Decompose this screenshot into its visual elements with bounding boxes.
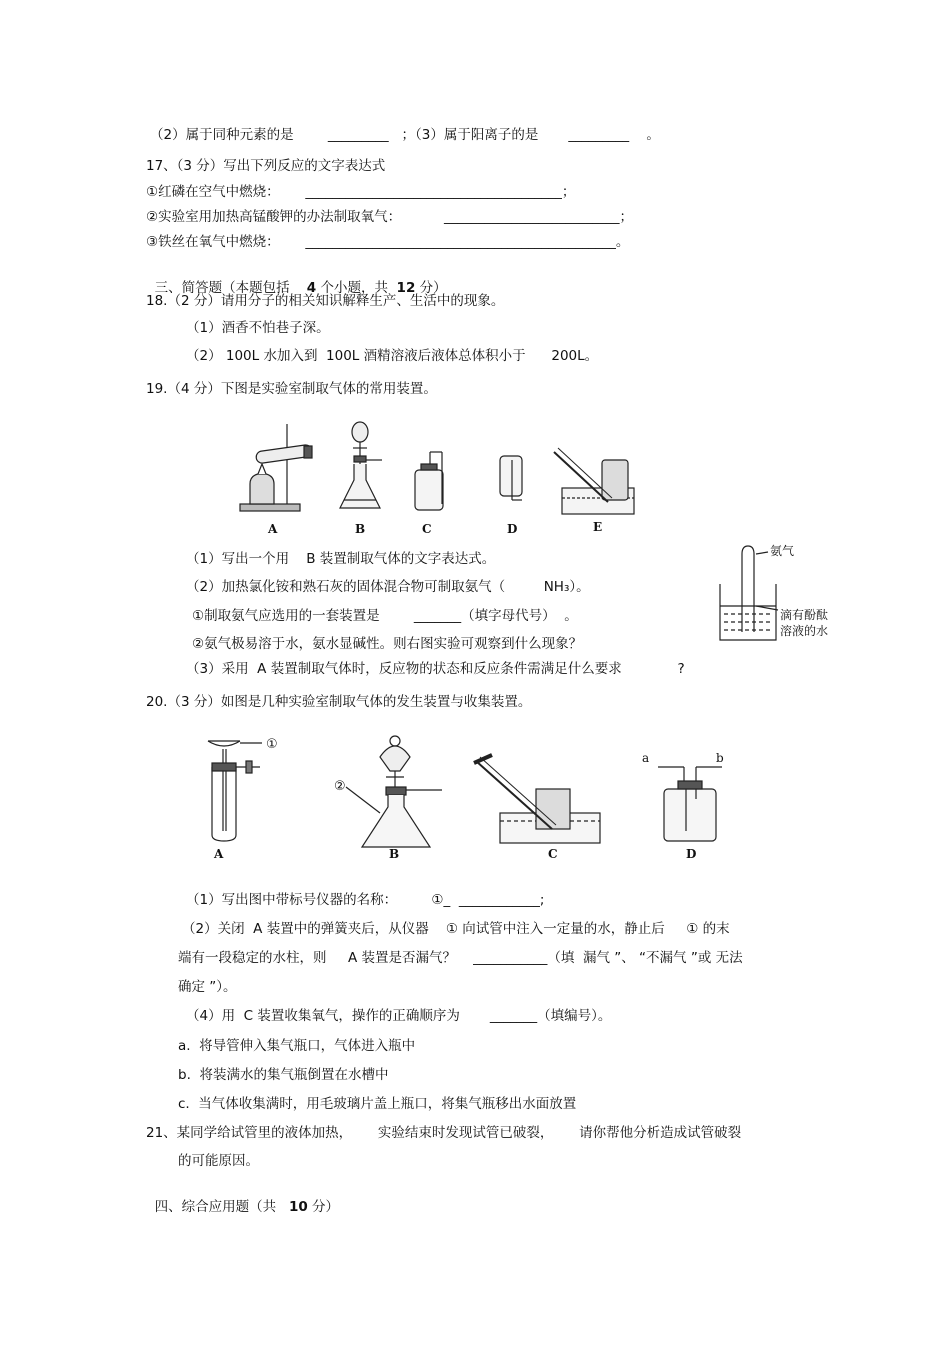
mark-2: ② (334, 779, 346, 794)
line-q16-sub: （2）属于同种元素的是 _________ ；（3）属于阳离子的是 _________ 。 (150, 127, 660, 143)
line-q20-2-cont: 端有一段稳定的水柱，则 A 装置是否漏气？ ___________（填 漏气 ”、 “不漏气 ”或 无法 (178, 950, 743, 966)
apparatus-c (415, 452, 443, 510)
apparatus-e (554, 448, 634, 514)
apparatus-20-d (658, 767, 722, 841)
line-q19-1: （1）写出一个用 B 装置制取气体的文字表达式。 (186, 551, 496, 567)
figure-label-b: B (355, 522, 366, 536)
figure-label-e: E (593, 520, 603, 534)
figure-label-d: D (507, 522, 518, 536)
line-q17-1: ①红磷在空气中燃烧： ______________________________________； (146, 184, 576, 200)
line-q20-2: （2）关闭 A 装置中的弹簧夹后，从仪器 ① 向试管中注入一定量的水，静止后 ① 的末 (182, 921, 730, 937)
apparatus-b (340, 422, 382, 508)
port-b-label: b (716, 751, 724, 765)
apparatus-d (500, 456, 522, 500)
line-q21-cont: 的可能原因。 (178, 1153, 259, 1169)
figure20-label-d: D (686, 847, 697, 861)
option-c: c. 当气体收集满时，用毛玻璃片盖上瓶口，将集气瓶移出水面放置 (178, 1096, 577, 1112)
line-q21: 21、某同学给试管里的液体加热， 实验结束时发现试管已破裂， 请你帮他分析造成试管破裂 (146, 1125, 742, 1141)
line-q20-title: 20.（3 分）如图是几种实验室制取气体的发生装置与收集装置。 (146, 694, 532, 710)
figure20-label-a: A (214, 847, 224, 861)
line-q20-4: （4）用 C 装置收集氧气，操作的正确顺序为 _______（填编号）。 (186, 1008, 612, 1024)
figure-label-a: A (268, 522, 278, 536)
ammonia-gas-label: 氨气 (770, 544, 795, 558)
line-q19-2a: ①制取氨气应选用的一套装置是 _______（填字母代号） 。 (192, 608, 578, 624)
line-q20-2-end: 确定 ”）。 (178, 979, 237, 995)
line-q17-title: 17、（3 分）写出下列反应的文字表达式 (146, 158, 386, 174)
ammonia-water-label-2: 溶液的水 (780, 624, 829, 638)
apparatus-20-b (346, 736, 442, 847)
line-q20-1: （1）写出图中带标号仪器的名称： ①_ ____________; (186, 892, 545, 908)
apparatus-a (240, 424, 313, 511)
line-q19-title: 19.（4 分）下图是实验室制取气体的常用装置。 (146, 381, 437, 397)
figure-q20-apparatus (196, 727, 746, 867)
port-a-label: a (642, 751, 650, 765)
line-q18-1: （1）酒香不怕巷子深。 (186, 320, 330, 336)
figure-label-c: C (422, 522, 432, 536)
line-q19-3: （3）采用 A 装置制取气体时，反应物的状态和反应条件需满足什么要求 ? (186, 661, 685, 677)
option-a: a. 将导管伸入集气瓶口，气体进入瓶中 (178, 1038, 416, 1054)
line-q18-2: （2） 100L 水加入到 100L 酒精溶液后液体总体积小于 200L。 (186, 348, 599, 364)
figure20-label-c: C (548, 847, 558, 861)
apparatus-20-a (208, 741, 262, 841)
figure-ammonia-beaker (712, 540, 837, 645)
line-q18-title: 18.（2 分）请用分子的相关知识解释生产、生活中的现象。 (146, 293, 505, 309)
line-q19-2: （2）加热氯化铵和熟石灰的固体混合物可制取氨气（ NH₃）。 (186, 579, 590, 595)
figure-q19-apparatus (232, 418, 642, 538)
ammonia-water-label-1: 滴有酚酞 (780, 608, 829, 622)
mark-1: ① (266, 737, 278, 752)
line-q17-2: ②实验室用加热高锰酸钾的办法制取氧气： __________________________； (146, 209, 634, 225)
section-four-heading: 四、综合应用题（共 10 分） (154, 1199, 340, 1215)
figure20-label-b: B (389, 847, 400, 861)
apparatus-20-c (474, 755, 600, 843)
section-three-heading: 三、简答题（本题包括 4 个小题，共 12 分） (154, 280, 447, 296)
option-b: b. 将装满水的集气瓶倒置在水槽中 (178, 1067, 389, 1083)
line-q19-2b: ②氨气极易溶于水，氨水显碱性。则右图实验可观察到什么现象？ (192, 636, 583, 652)
line-q17-3: ③铁丝在氧气中燃烧： ______________________________________________。 (146, 234, 630, 250)
